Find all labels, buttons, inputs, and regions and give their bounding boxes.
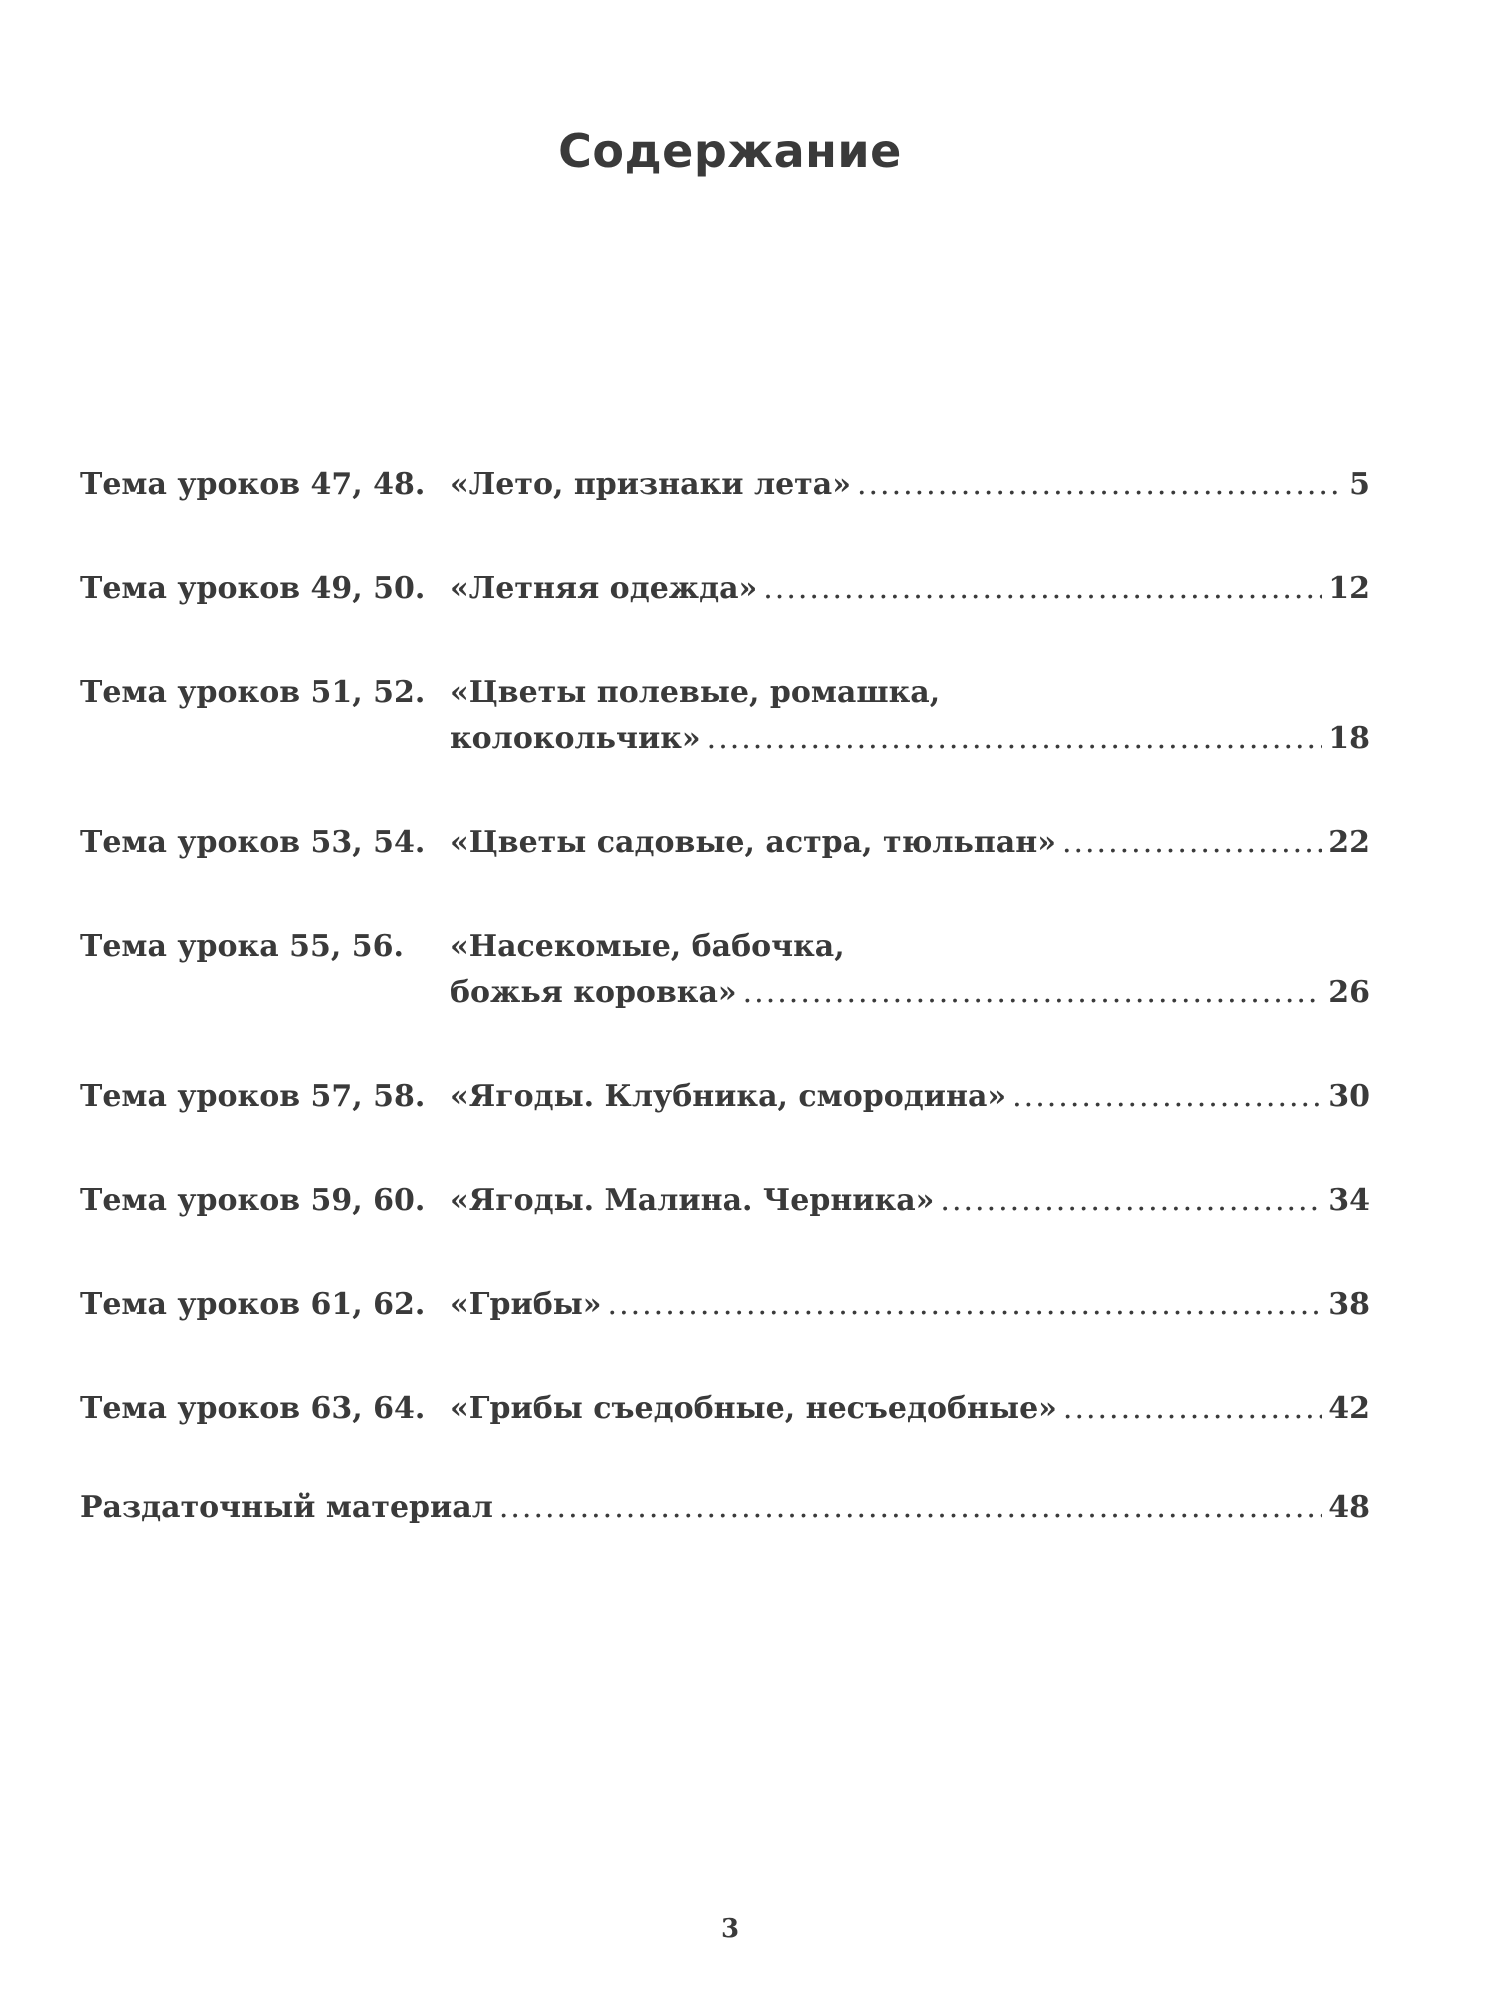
toc-topic: «Лето, признаки лета» <box>450 467 851 502</box>
toc-dot-leader <box>763 566 1322 612</box>
toc-lesson-label: Тема уроков 49, 50. <box>80 571 426 606</box>
toc-entry <box>80 924 1370 1016</box>
toc-lesson-label: Тема уроков 61, 62. <box>80 1287 426 1322</box>
toc-topic: «Ягоды. Малина. Черника» <box>450 1183 935 1218</box>
toc-entry <box>80 566 1370 612</box>
toc-entry <box>80 670 1370 762</box>
toc-page-number: 5 <box>1349 467 1370 502</box>
toc-topic: «Грибы» <box>450 1287 602 1322</box>
toc-page-number: 18 <box>1328 721 1370 756</box>
toc-page-number: 30 <box>1328 1079 1370 1114</box>
toc-page-number: 12 <box>1328 571 1370 606</box>
toc-entry <box>80 462 1370 508</box>
toc-topic-line2: колокольчик» <box>450 721 701 756</box>
toc-topic-line1: «Цветы полевые, ромашка, <box>450 675 941 710</box>
toc-page-number: 34 <box>1328 1183 1370 1218</box>
toc-dot-leader <box>608 1282 1323 1328</box>
toc-page-number: 38 <box>1328 1287 1370 1322</box>
toc-dot-leader <box>707 716 1323 762</box>
toc-entry <box>80 1386 1370 1432</box>
toc-lesson-label: Тема уроков 57, 58. <box>80 1079 426 1114</box>
toc-dot-leader <box>1062 820 1322 866</box>
toc-topic: «Цветы садовые, астра, тюльпан» <box>450 825 1056 860</box>
toc-dot-leader <box>499 1490 1322 1525</box>
page-number: 3 <box>720 1914 740 1944</box>
toc-entry <box>80 1282 1370 1328</box>
toc-dot-leader <box>743 970 1323 1016</box>
toc-lesson-label: Тема уроков 63, 64. <box>80 1391 426 1426</box>
toc-handout-label: Раздаточный материал <box>80 1490 493 1525</box>
toc-page-number: 48 <box>1328 1490 1370 1525</box>
table-of-contents <box>80 462 1370 1525</box>
toc-topic: «Ягоды. Клубника, смородина» <box>450 1079 1007 1114</box>
toc-page-number: 22 <box>1328 825 1370 860</box>
toc-entry <box>80 1178 1370 1224</box>
toc-dot-leader <box>1063 1386 1322 1432</box>
toc-page-number: 26 <box>1328 975 1370 1010</box>
toc-lesson-label: Тема уроков 51, 52. <box>80 675 426 710</box>
toc-dot-leader <box>857 462 1343 508</box>
toc-entry-handout <box>80 1490 1370 1525</box>
toc-lesson-label: Тема уроков 59, 60. <box>80 1183 426 1218</box>
toc-topic-line2: божья коровка» <box>450 975 737 1010</box>
page-title: Содержание <box>558 124 902 178</box>
toc-topic: «Грибы съедобные, несъедобные» <box>450 1391 1057 1426</box>
toc-entry <box>80 820 1370 866</box>
toc-entry <box>80 1074 1370 1120</box>
toc-lesson-label: Тема уроков 47, 48. <box>80 467 426 502</box>
toc-page-number: 42 <box>1328 1391 1370 1426</box>
toc-topic: «Летняя одежда» <box>450 571 758 606</box>
toc-dot-leader <box>940 1178 1322 1224</box>
toc-lesson-label: Тема урока 55, 56. <box>80 929 404 964</box>
toc-topic-line1: «Насекомые, бабочка, <box>450 929 845 964</box>
toc-lesson-label: Тема уроков 53, 54. <box>80 825 426 860</box>
toc-dot-leader <box>1012 1074 1322 1120</box>
